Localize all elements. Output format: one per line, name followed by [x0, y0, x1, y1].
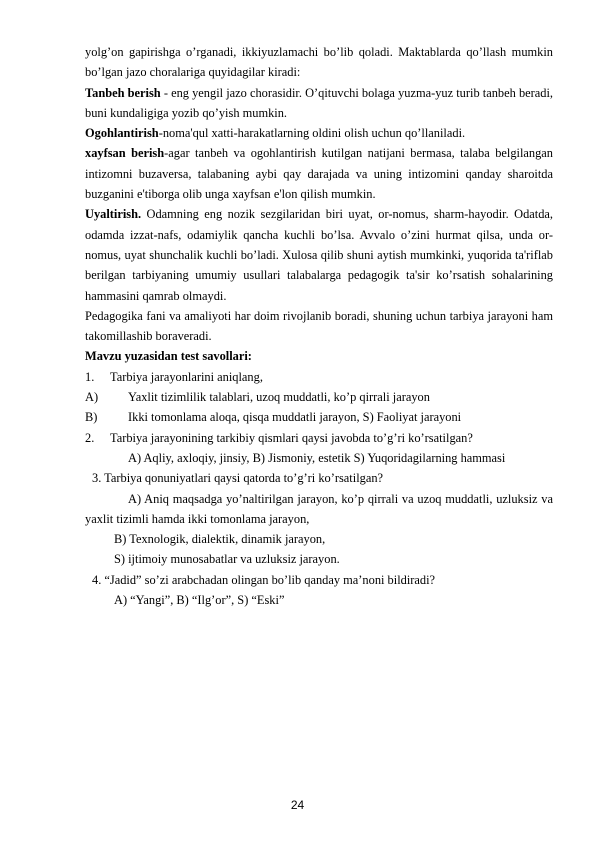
option-a-label: A) [85, 390, 99, 405]
page-number: 24 [290, 798, 305, 812]
question-2 [85, 428, 553, 448]
question-2-text: Tarbiya jarayonining tarkibiy qismlari qaysi javobda to’g’ri ko’rsatilgan? [110, 430, 473, 445]
text-ogohlantirish: -noma'qul xatti-harakatlarning oldini olish uchun qo’llaniladi. [158, 126, 466, 141]
question-3-option-c: S) ijtimoiy munosabatlar va uzluksiz jarayon. [114, 552, 340, 567]
question-3-option-b: B) Texnologik, dialektik, dinamik jarayon, [114, 532, 326, 547]
question-1-option-a [85, 387, 553, 407]
question-1 [85, 367, 553, 387]
paragraph-ogohlantirish [85, 123, 553, 143]
paragraph-xayfsan [85, 143, 553, 204]
term-xayfsan: xayfsan berish [85, 146, 165, 161]
option-b-text: Ikki tomonlama aloqa, qisqa muddatli jarayon, S) Faoliyat jarayoni [128, 410, 462, 425]
paragraph-uyaltirish [85, 204, 553, 305]
test-heading: Mavzu yuzasidan test savollari: [85, 349, 252, 364]
option-a-text: Yaxlit tizimlilik talablari, uzoq muddatli, ko’p qirrali jarayon [128, 390, 430, 405]
question-2-number: 2. [85, 430, 95, 445]
text-xayfsan: -agar tanbeh va ogohlantirish kutilgan natijani bermasa, talaba belgilangan intizomni buzaversa, talabaning aybi qay darajada va uning intizomini qanday sharoitda buzganini e'tiborga olib unga xayfsan e'lon qilish mumkin. [85, 146, 553, 202]
option-b-label: B) [85, 410, 98, 425]
question-1-number: 1. [85, 369, 95, 384]
paragraph-pedagogika: Pedagogika fani va amaliyoti har doim rivojlanib boradi, shuning uchun tarbiya jarayoni ham takomillashib boraveradi. [85, 308, 553, 344]
question-4-answers: A) “Yangi”, B) “Ilg’or”, S) “Eski” [114, 593, 285, 608]
question-3: 3. Tarbiya qonuniyatlari qaysi qatorda to’g’ri ko’rsatilgan? [92, 471, 384, 486]
question-3-option-a: A) Aniq maqsadga yo’naltirilgan jarayon, ko’p qirrali va uzoq muddatli, uzluksiz va yaxlit tizimli hamda ikki tomonlama jarayon, [85, 491, 553, 526]
term-ogohlantirish: Ogohlantirish [85, 126, 159, 141]
question-4: 4. “Jadid” so’zi arabchadan olingan bo’lib qanday ma’noni bildiradi? [92, 572, 436, 587]
paragraph-intro: yolg’on gapirishga o’rganadi, ikkiyuzlamachi bo’lib qoladi. Maktablarda qo’llash mumkin bo’lgan jazo choralariga quyidagilar kiradi: [85, 45, 553, 80]
question-1-text: Tarbiya jarayonlarini aniqlang, [110, 369, 263, 384]
paragraph-tanbeh [85, 83, 553, 124]
text-tanbeh: - eng yengil jazo chorasidir. O’qituvchi bolaga yuzma-yuz turib tanbeh beradi, buni kundaligiga yozib qo’yish mumkin. [85, 85, 553, 120]
question-2-answers: A) Aqliy, axloqiy, jinsiy, B) Jismoniy, estetik S) Yuqoridagilarning hammasi [128, 450, 506, 465]
term-tanbeh: Tanbeh berish [85, 85, 161, 100]
text-uyaltirish: Odamning eng nozik sezgilaridan biri uyat, or-nomus, sharm-hayodir. Odatda, odamda izzat-nafs, odamiylik qancha kuchli bo’lsa. Avvalo o’zini hurmat qilsa, unda or-nomus, uyat shunchalik kuchli bo’ladi. Xulosa qilib shuni aytish mumkinki, yuqorida ta'riflab berilgan tarbiyaning umumiy usullari talabalarga pedagogik ta'sir ko’rsatish sohalarining hammasini qamrab olmaydi. [85, 207, 553, 303]
question-1-option-b [85, 407, 553, 427]
term-uyaltirish: Uyaltirish. [85, 207, 142, 222]
document-body [85, 42, 553, 610]
